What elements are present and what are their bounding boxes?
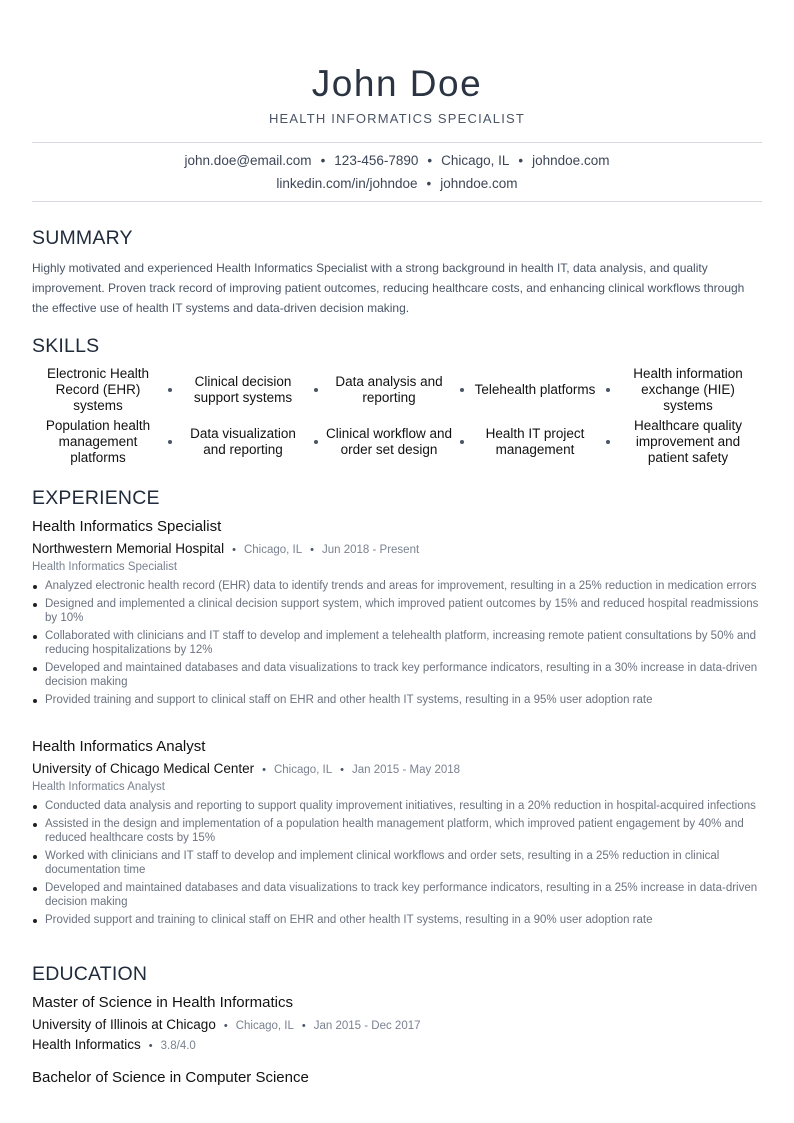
- separator-dot: •: [232, 544, 236, 556]
- separator-dot: •: [427, 153, 433, 168]
- separator-dot: •: [426, 176, 432, 191]
- skill-item: Data visualization and reporting: [190, 426, 296, 457]
- degree-meta: [32, 1016, 421, 1034]
- bullet-dot: [33, 823, 37, 827]
- degree-title: Master of Science in Health Informatics: [32, 994, 293, 1011]
- bullet-text: Designed and implemented a clinical decision support system, which improved patient outcomes by 15% and reduced hospital readmissions by 10%: [45, 598, 759, 624]
- bullet-text: Developed and maintained databases and data visualizations to track key performance indicators, resulting in a 25% increase in data-driven decision making: [45, 882, 758, 908]
- bullet-text: Worked with clinicians and IT staff to develop and implement clinical workflows and order sets, resulting in a 25% reduction in clinical documentation time: [45, 850, 720, 876]
- summary-text: Highly motivated and experienced Health Informatics Specialist with a strong background in health IT, data analysis, and quality improvement. Proven track record of improving patient outcomes, reducing healthcare costs, and enhancing clinical workflows through the effective use of health IT systems and data-driven decision making.: [32, 261, 745, 315]
- job-organization: Northwestern Memorial Hospital: [32, 541, 225, 556]
- bullet-dot: [33, 667, 37, 671]
- bullet-text: Conducted data analysis and reporting to support quality improvement initiatives, resulting in a 20% reduction in hospital-acquired infections: [45, 800, 756, 812]
- job-bullet: [32, 817, 762, 845]
- degree-field: Health Informatics: [32, 1037, 141, 1052]
- skill-item: Population health management platforms: [45, 418, 151, 465]
- bullet-text: Provided support and training to clinical staff on EHR and other health IT systems, resulting in a 90% user adoption rate: [45, 914, 653, 926]
- job-bullet: [32, 693, 762, 707]
- skill-item: Health IT project management: [485, 426, 585, 457]
- location-text: Chicago, IL: [441, 153, 510, 168]
- degree-field-meta: [32, 1036, 196, 1054]
- separator-dot: •: [340, 764, 344, 776]
- bullet-text: Analyzed electronic health record (EHR) data to identify trends and areas for improvement, resulting in a 25% reduction in medication errors: [45, 580, 757, 592]
- education-heading: EDUCATION: [32, 963, 148, 985]
- header-divider-top: [32, 142, 762, 143]
- job-title: Health Informatics Specialist: [32, 518, 222, 535]
- job-dates: Jan 2015 - May 2018: [352, 764, 461, 776]
- job-bullet-list: [32, 579, 762, 711]
- separator-dot: •: [223, 1020, 228, 1032]
- job-bullet-list: [32, 799, 762, 931]
- candidate-name: John Doe: [311, 63, 483, 104]
- bullet-text: Developed and maintained databases and data visualizations to track key performance indicators, resulting in a 30% increase in data-driven decision making: [45, 662, 758, 688]
- skill-item: Data analysis and reporting: [335, 374, 443, 405]
- bullet-text: Assisted in the design and implementation of a population health management platform, which improved patient engagement by 40% and reduced healthcare costs by 15%: [45, 818, 744, 844]
- skill-item: Healthcare quality improvement and patient safety: [633, 418, 743, 465]
- job-location: Chicago, IL: [273, 764, 333, 776]
- job-bullet: [32, 597, 762, 625]
- skill-separator: [314, 440, 318, 444]
- job-bullet: [32, 579, 762, 593]
- candidate-title: HEALTH INFORMATICS SPECIALIST: [268, 111, 526, 126]
- separator-dot: •: [148, 1040, 153, 1052]
- contact-line-1: [0, 151, 794, 171]
- skill-item: Clinical decision support systems: [193, 374, 293, 405]
- job-bullet: [32, 629, 762, 657]
- school-location: Chicago, IL: [235, 1020, 294, 1032]
- separator-dot: •: [310, 544, 314, 556]
- job-bullet: [32, 913, 762, 927]
- bullet-text: Provided training and support to clinical staff on EHR and other health IT systems, resulting in a 95% user adoption rate: [45, 694, 653, 706]
- degree-dates: Jan 2015 - Dec 2017: [313, 1020, 421, 1032]
- skill-item: Electronic Health Record (EHR) systems: [46, 366, 150, 413]
- linkedin-link[interactable]: linkedin.com/in/johndoe: [276, 176, 418, 191]
- skill-separator: [314, 388, 318, 392]
- job-bullet: [32, 881, 762, 909]
- bullet-dot: [33, 585, 37, 589]
- contact-line-2: [0, 174, 794, 194]
- bullet-dot: [33, 603, 37, 607]
- bullet-dot: [33, 919, 37, 923]
- job-organization: University of Chicago Medical Center: [32, 761, 255, 776]
- header-divider-bottom: [32, 201, 762, 202]
- separator-dot: •: [301, 1020, 306, 1032]
- skill-separator: [460, 440, 464, 444]
- separator-dot: •: [320, 153, 326, 168]
- summary-heading: SUMMARY: [32, 227, 133, 249]
- job-title: Health Informatics Analyst: [32, 738, 206, 755]
- experience-heading: EXPERIENCE: [32, 487, 160, 509]
- website-link-2[interactable]: johndoe.com: [440, 176, 518, 191]
- degree-title: Bachelor of Science in Computer Science: [32, 1069, 309, 1086]
- skill-item: Telehealth platforms: [474, 382, 596, 397]
- separator-dot: •: [262, 764, 266, 776]
- job-bullet: [32, 849, 762, 877]
- bullet-text: Collaborated with clinicians and IT staff to develop and implement a telehealth platform, increasing remote patient consultations by 50% and reducing hospitalizations by 12%: [45, 630, 757, 656]
- bullet-dot: [33, 635, 37, 639]
- job-dates: Jun 2018 - Present: [321, 544, 420, 556]
- skills-row-1: [32, 364, 762, 416]
- separator-dot: •: [518, 153, 524, 168]
- job-bullet: [32, 661, 762, 689]
- website-link[interactable]: johndoe.com: [532, 153, 610, 168]
- job-meta: [32, 540, 419, 558]
- skill-item: Health information exchange (HIE) systems: [633, 366, 743, 413]
- bullet-dot: [33, 855, 37, 859]
- skill-separator: [168, 388, 172, 392]
- bullet-dot: [33, 805, 37, 809]
- skill-separator: [168, 440, 172, 444]
- bullet-dot: [33, 887, 37, 891]
- phone-text: 123-456-7890: [334, 153, 419, 168]
- degree-gpa: 3.8/4.0: [160, 1040, 196, 1052]
- bullet-dot: [33, 699, 37, 703]
- email-link[interactable]: john.doe@email.com: [184, 153, 312, 168]
- skills-heading: SKILLS: [32, 335, 100, 357]
- job-bullet: [32, 799, 762, 813]
- skill-separator: [460, 388, 464, 392]
- job-location: Chicago, IL: [243, 544, 303, 556]
- job-subtitle: Health Informatics Analyst: [32, 781, 165, 793]
- skill-separator: [606, 440, 610, 444]
- skills-row-2: [32, 416, 762, 468]
- job-meta: [32, 760, 460, 778]
- skill-item: Clinical workflow and order set design: [325, 426, 453, 457]
- skill-separator: [606, 388, 610, 392]
- school-name: University of Illinois at Chicago: [32, 1017, 216, 1032]
- job-subtitle: Health Informatics Specialist: [32, 561, 178, 573]
